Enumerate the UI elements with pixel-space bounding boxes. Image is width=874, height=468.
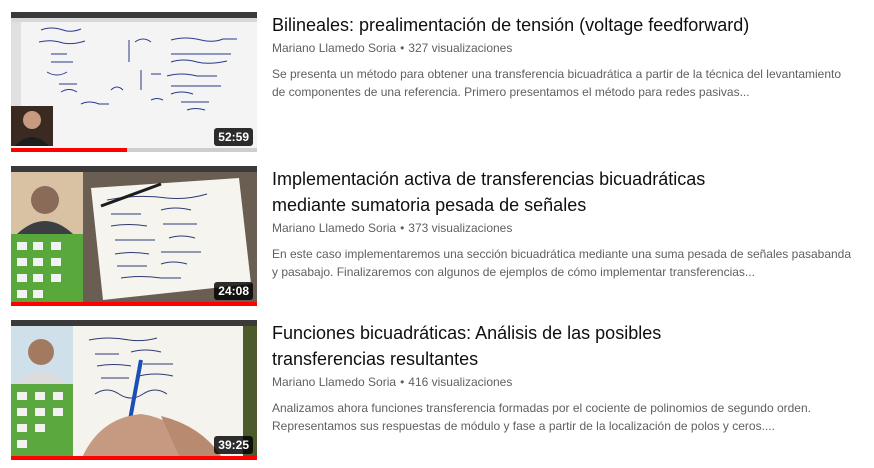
channel-name[interactable]: Mariano Llamedo Soria: [272, 221, 397, 235]
video-title-line: transferencias resultantes: [272, 349, 479, 369]
video-byline: [272, 219, 862, 237]
video-duration: 39:25: [214, 436, 253, 454]
watch-progress-bar: [11, 302, 257, 306]
watch-progress-fill: [11, 456, 257, 460]
video-description: [272, 245, 862, 281]
description-line: de componentes de una referencia. Primero presentamos el método para redes pasivas...: [272, 85, 750, 99]
watch-progress-bar: [11, 456, 257, 460]
video-byline: [272, 373, 862, 391]
description-line: Analizamos ahora funciones transferencia formadas por el cociente de polinomios de segundo orden.: [272, 401, 811, 415]
watch-progress-fill: [11, 148, 127, 152]
video-duration: 24:08: [214, 282, 253, 300]
byline-separator: •: [400, 375, 405, 389]
view-count: 327 visualizaciones: [408, 41, 513, 55]
description-line: En este caso implementaremos una sección bicuadrática mediante una suma pesada de señales pasabanda: [272, 247, 852, 261]
description-line: y pasabajo. Finalizaremos con algunos de ejemplos de cómo implementar transferencias...: [272, 265, 755, 279]
video-title[interactable]: [272, 12, 862, 38]
video-title-line: Bilineales: prealimentación de tensión (voltage feedforward): [272, 15, 750, 35]
video-thumbnail[interactable]: [11, 320, 257, 460]
video-title[interactable]: [272, 166, 862, 218]
video-metadata: [272, 320, 862, 435]
video-title[interactable]: [272, 320, 862, 372]
video-duration: 52:59: [214, 128, 253, 146]
video-description: [272, 65, 862, 101]
video-thumbnail[interactable]: [11, 12, 257, 152]
video-title-line: mediante sumatoria pesada de señales: [272, 195, 587, 215]
video-thumbnail[interactable]: [11, 166, 257, 306]
video-description: [272, 399, 862, 435]
video-title-line: Implementación activa de transferencias bicuadráticas: [272, 169, 706, 189]
description-line: Se presenta un método para obtener una transferencia bicuadrática a partir de la técnica del levantamiento: [272, 67, 842, 81]
watch-progress-bar: [11, 148, 257, 152]
view-count: 373 visualizaciones: [408, 221, 513, 235]
channel-name[interactable]: Mariano Llamedo Soria: [272, 41, 397, 55]
watch-progress-fill: [11, 302, 257, 306]
video-byline: [272, 39, 862, 57]
byline-separator: •: [400, 221, 405, 235]
channel-name[interactable]: Mariano Llamedo Soria: [272, 375, 397, 389]
video-result: [0, 166, 874, 306]
video-title-line: Funciones bicuadráticas: Análisis de las posibles: [272, 323, 662, 343]
video-metadata: [272, 166, 862, 281]
description-line: Representamos sus respuestas de módulo y fase a partir de la localización de polos y ceros....: [272, 419, 775, 433]
video-result: [0, 320, 874, 460]
video-metadata: [272, 12, 862, 101]
view-count: 416 visualizaciones: [408, 375, 513, 389]
byline-separator: •: [400, 41, 405, 55]
video-result: [0, 12, 874, 152]
